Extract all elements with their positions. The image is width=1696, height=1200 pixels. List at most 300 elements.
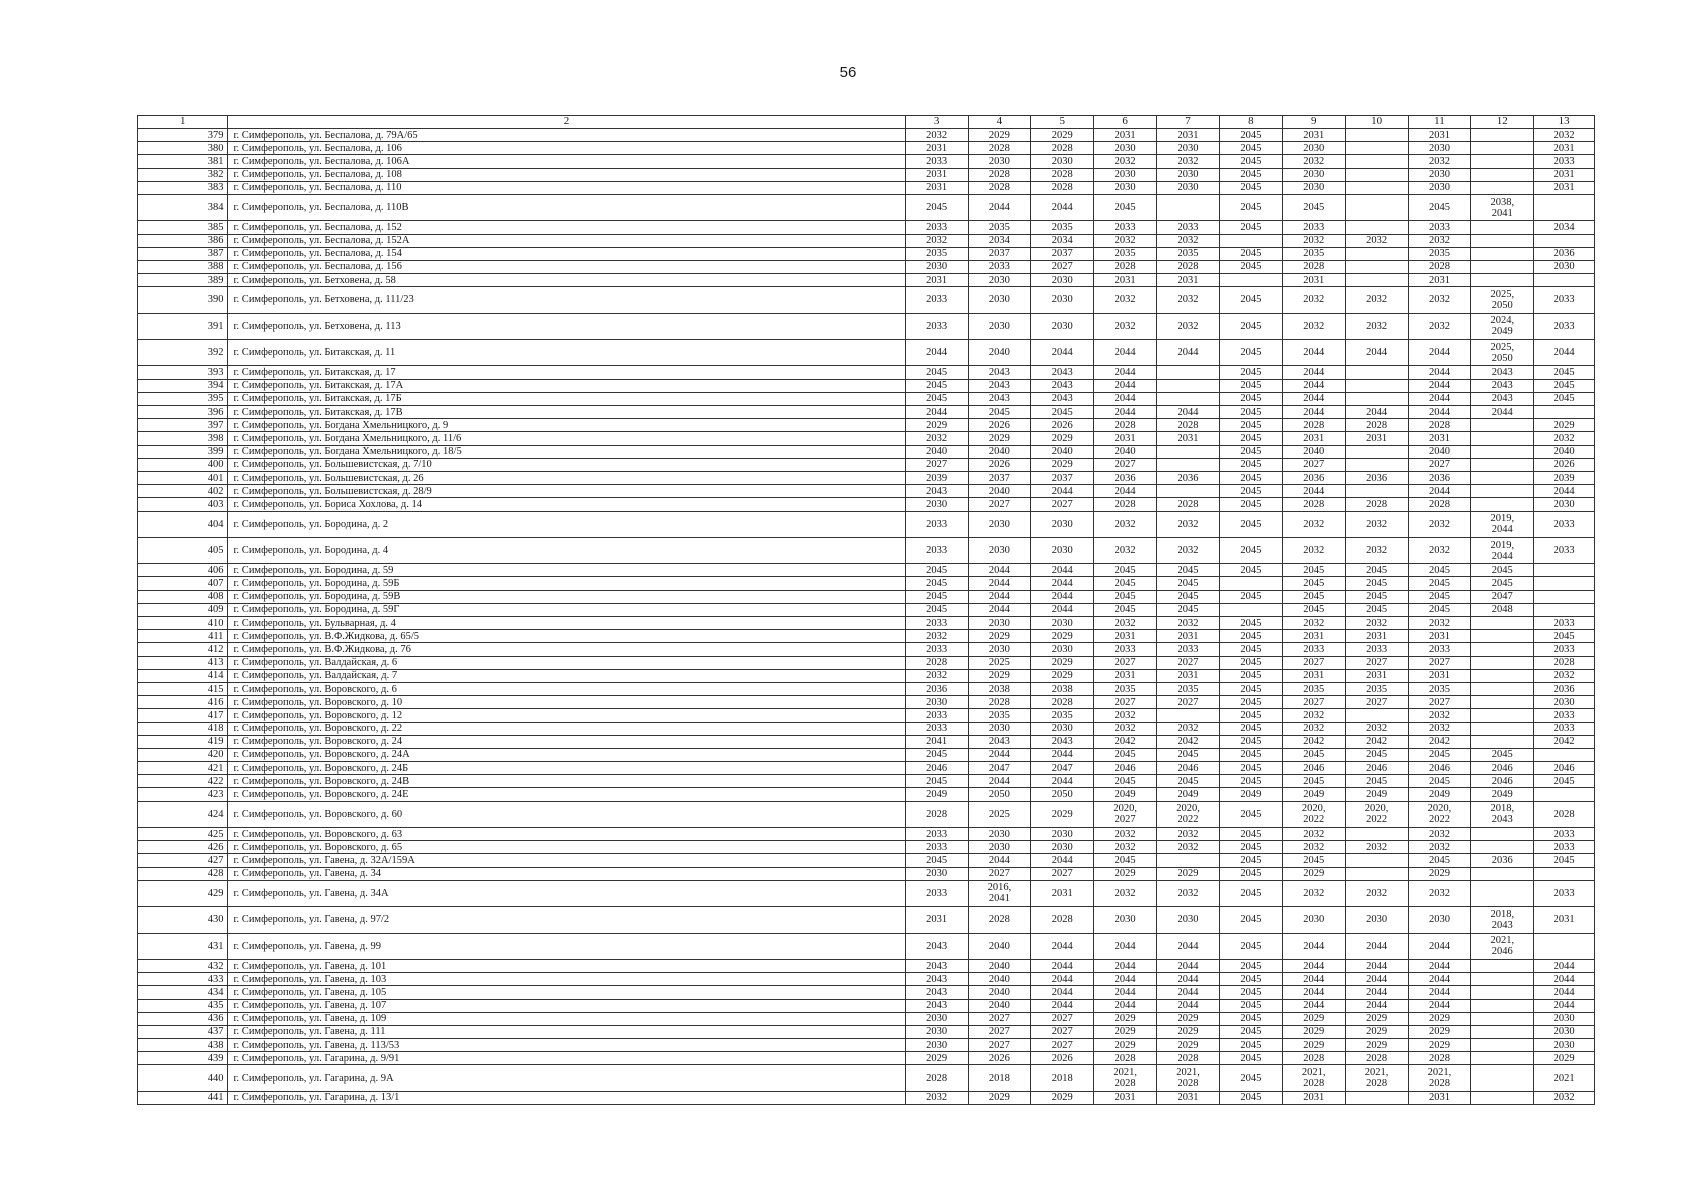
year-cell: 2020, 2022 xyxy=(1282,801,1345,827)
year-cell: 2045 xyxy=(1219,406,1282,419)
year-cell: 2032 xyxy=(1408,828,1471,841)
year-cell: 2030 xyxy=(1031,537,1094,563)
year-cell: 2045 xyxy=(905,854,968,867)
year-cell: 2035 xyxy=(1031,221,1094,234)
year-cell: 2031 xyxy=(1408,129,1471,142)
year-cell: 2035 xyxy=(1094,682,1157,695)
table-row xyxy=(138,709,1595,722)
row-number: 408 xyxy=(138,590,228,603)
year-cell: 2032 xyxy=(1345,313,1408,339)
year-cell: 2045 xyxy=(905,775,968,788)
table-row xyxy=(138,696,1595,709)
year-cell: 2050 xyxy=(968,788,1031,801)
table-row xyxy=(138,129,1595,142)
year-cell: 2045 xyxy=(1219,999,1282,1012)
address-cell: г. Симферополь, ул. Воровского, д. 24А xyxy=(228,748,905,761)
year-cell: 2026 xyxy=(968,458,1031,471)
year-cell: 2030 xyxy=(1534,1039,1595,1052)
year-cell xyxy=(1157,709,1220,722)
year-cell: 2018, 2043 xyxy=(1471,907,1534,933)
row-number: 385 xyxy=(138,221,228,234)
year-cell: 2045 xyxy=(1219,959,1282,972)
year-cell: 2032 xyxy=(1094,287,1157,313)
year-cell xyxy=(1345,129,1408,142)
year-cell: 2044 xyxy=(1345,340,1408,366)
address-cell: г. Симферополь, ул. Бородина, д. 59Б xyxy=(228,577,905,590)
table-row xyxy=(138,933,1595,959)
year-cell: 2044 xyxy=(968,854,1031,867)
row-number: 422 xyxy=(138,775,228,788)
year-cell: 2043 xyxy=(968,735,1031,748)
year-cell: 2027 xyxy=(1282,696,1345,709)
year-cell: 2044 xyxy=(1408,340,1471,366)
year-cell: 2030 xyxy=(1157,181,1220,194)
year-cell: 2045 xyxy=(905,564,968,577)
address-cell: г. Симферополь, ул. Беспалова, д. 152А xyxy=(228,234,905,247)
year-cell: 2044 xyxy=(1408,973,1471,986)
year-cell: 2032 xyxy=(905,630,968,643)
year-cell: 2044 xyxy=(1094,986,1157,999)
row-number: 414 xyxy=(138,669,228,682)
address-cell: г. Симферополь, ул. Бородина, д. 59Г xyxy=(228,603,905,616)
year-cell xyxy=(1157,379,1220,392)
year-cell: 2029 xyxy=(1534,419,1595,432)
year-cell: 2035 xyxy=(1408,247,1471,260)
address-cell: г. Симферополь, ул. Гавена, д. 109 xyxy=(228,1012,905,1025)
year-cell: 2028 xyxy=(1031,696,1094,709)
year-cell: 2046 xyxy=(1094,762,1157,775)
table-row xyxy=(138,458,1595,471)
table-row xyxy=(138,656,1595,669)
year-cell: 2031 xyxy=(1094,1091,1157,1104)
year-cell: 2037 xyxy=(968,247,1031,260)
year-cell: 2030 xyxy=(1282,168,1345,181)
year-cell: 2037 xyxy=(1031,471,1094,484)
year-cell: 2033 xyxy=(1534,880,1595,906)
year-cell: 2028 xyxy=(1282,498,1345,511)
address-cell: г. Симферополь, ул. Бородина, д. 59 xyxy=(228,564,905,577)
year-cell: 2028 xyxy=(1282,260,1345,273)
year-cell: 2028 xyxy=(1282,1052,1345,1065)
table-row xyxy=(138,1052,1595,1065)
year-cell: 2030 xyxy=(1031,511,1094,537)
year-cell: 2044 xyxy=(1031,775,1094,788)
year-cell: 2044 xyxy=(1094,340,1157,366)
year-cell: 2031 xyxy=(1345,669,1408,682)
row-number: 406 xyxy=(138,564,228,577)
year-cell: 2045 xyxy=(1219,155,1282,168)
year-cell: 2028 xyxy=(968,181,1031,194)
year-cell: 2029 xyxy=(968,129,1031,142)
row-number: 399 xyxy=(138,445,228,458)
table-row xyxy=(138,221,1595,234)
year-cell: 2030 xyxy=(1094,168,1157,181)
year-cell: 2045 xyxy=(1219,221,1282,234)
year-cell: 2045 xyxy=(905,590,968,603)
year-cell xyxy=(1345,458,1408,471)
year-cell: 2045 xyxy=(1219,854,1282,867)
year-cell: 2030 xyxy=(1157,168,1220,181)
year-cell: 2030 xyxy=(905,867,968,880)
year-cell: 2043 xyxy=(1031,366,1094,379)
year-cell: 2030 xyxy=(905,498,968,511)
address-cell: г. Симферополь, ул. Бульварная, д. 4 xyxy=(228,617,905,630)
year-cell: 2032 xyxy=(1094,841,1157,854)
row-number: 403 xyxy=(138,498,228,511)
year-cell: 2030 xyxy=(1408,168,1471,181)
year-cell: 2031 xyxy=(1157,630,1220,643)
year-cell: 2046 xyxy=(1534,762,1595,775)
year-cell: 2034 xyxy=(968,234,1031,247)
year-cell: 2033 xyxy=(905,155,968,168)
year-cell: 2032 xyxy=(1282,617,1345,630)
year-cell: 2032 xyxy=(1408,287,1471,313)
year-cell: 2045 xyxy=(1219,775,1282,788)
year-cell: 2028 xyxy=(1282,419,1345,432)
address-cell: г. Симферополь, ул. В.Ф.Жидкова, д. 65/5 xyxy=(228,630,905,643)
year-cell xyxy=(1471,221,1534,234)
table-row xyxy=(138,762,1595,775)
year-cell: 2045 xyxy=(1219,1065,1282,1091)
year-cell: 2045 xyxy=(1094,775,1157,788)
year-cell: 2044 xyxy=(968,577,1031,590)
year-cell: 2027 xyxy=(1345,656,1408,669)
row-number: 395 xyxy=(138,392,228,405)
year-cell: 2043 xyxy=(905,973,968,986)
address-cell: г. Симферополь, ул. Гавена, д. 97/2 xyxy=(228,907,905,933)
year-cell: 2032 xyxy=(1282,709,1345,722)
year-cell: 2033 xyxy=(905,221,968,234)
year-cell: 2031 xyxy=(905,907,968,933)
year-cell: 2045 xyxy=(1219,194,1282,220)
year-cell: 2045 xyxy=(905,392,968,405)
year-cell: 2032 xyxy=(1094,722,1157,735)
year-cell: 2036 xyxy=(1534,247,1595,260)
year-cell: 2044 xyxy=(1282,406,1345,419)
year-cell: 2035 xyxy=(1157,247,1220,260)
header-cell: 9 xyxy=(1282,116,1345,129)
year-cell: 2032 xyxy=(1408,537,1471,563)
year-cell: 2030 xyxy=(1031,155,1094,168)
year-cell: 2046 xyxy=(1345,762,1408,775)
year-cell: 2045 xyxy=(1219,656,1282,669)
year-cell: 2034 xyxy=(1031,234,1094,247)
year-cell: 2032 xyxy=(1282,313,1345,339)
year-cell: 2044 xyxy=(1031,748,1094,761)
year-cell: 2033 xyxy=(1282,643,1345,656)
address-cell: г. Симферополь, ул. Беспалова, д. 156 xyxy=(228,260,905,273)
year-cell: 2028 xyxy=(905,656,968,669)
year-cell: 2029 xyxy=(1157,1025,1220,1038)
year-cell: 2044 xyxy=(1345,999,1408,1012)
year-cell: 2031 xyxy=(1408,630,1471,643)
year-cell: 2033 xyxy=(1534,155,1595,168)
year-cell: 2048 xyxy=(1471,603,1534,616)
year-cell xyxy=(1471,735,1534,748)
year-cell: 2045 xyxy=(1094,564,1157,577)
year-cell: 2030 xyxy=(1031,841,1094,854)
year-cell: 2025 xyxy=(968,801,1031,827)
year-cell: 2045 xyxy=(1219,590,1282,603)
year-cell: 2045 xyxy=(1408,775,1471,788)
address-cell: г. Симферополь, ул. Гавена, д. 107 xyxy=(228,999,905,1012)
year-cell: 2029 xyxy=(1094,867,1157,880)
year-cell: 2044 xyxy=(1534,999,1595,1012)
table-row xyxy=(138,617,1595,630)
year-cell: 2045 xyxy=(1219,168,1282,181)
row-number: 389 xyxy=(138,274,228,287)
year-cell: 2040 xyxy=(1282,445,1345,458)
year-cell: 2032 xyxy=(905,234,968,247)
year-cell: 2049 xyxy=(1282,788,1345,801)
year-cell: 2033 xyxy=(1534,537,1595,563)
year-cell: 2030 xyxy=(1031,643,1094,656)
year-cell: 2031 xyxy=(1408,669,1471,682)
year-cell: 2045 xyxy=(1219,841,1282,854)
year-cell: 2030 xyxy=(968,841,1031,854)
year-cell: 2045 xyxy=(1471,748,1534,761)
year-cell: 2027 xyxy=(968,498,1031,511)
year-cell xyxy=(1471,656,1534,669)
row-number: 438 xyxy=(138,1039,228,1052)
year-cell xyxy=(1471,973,1534,986)
year-cell: 2028 xyxy=(1345,498,1408,511)
year-cell: 2044 xyxy=(1408,933,1471,959)
table-row xyxy=(138,986,1595,999)
year-cell xyxy=(1534,577,1595,590)
address-cell: г. Симферополь, ул. Богдана Хмельницкого, д. 11/6 xyxy=(228,432,905,445)
year-cell: 2045 xyxy=(1471,577,1534,590)
address-cell: г. Симферополь, ул. Воровского, д. 24Е xyxy=(228,788,905,801)
row-number: 405 xyxy=(138,537,228,563)
year-cell: 2031 xyxy=(1534,168,1595,181)
year-cell: 2045 xyxy=(1219,432,1282,445)
year-cell: 2044 xyxy=(1534,959,1595,972)
row-number: 417 xyxy=(138,709,228,722)
year-cell: 2049 xyxy=(1157,788,1220,801)
table-row xyxy=(138,498,1595,511)
year-cell xyxy=(1534,933,1595,959)
table-row xyxy=(138,155,1595,168)
year-cell: 2030 xyxy=(905,696,968,709)
year-cell: 2028 xyxy=(1094,1052,1157,1065)
year-cell: 2029 xyxy=(1282,1025,1345,1038)
year-cell xyxy=(1471,142,1534,155)
year-cell: 2044 xyxy=(1408,379,1471,392)
year-cell: 2040 xyxy=(1094,445,1157,458)
address-cell: г. Симферополь, ул. Беспалова, д. 106 xyxy=(228,142,905,155)
year-cell: 2030 xyxy=(968,313,1031,339)
table-row xyxy=(138,1039,1595,1052)
year-cell: 2045 xyxy=(1534,775,1595,788)
row-number: 431 xyxy=(138,933,228,959)
table-row xyxy=(138,471,1595,484)
year-cell: 2032 xyxy=(1534,1091,1595,1104)
year-cell: 2033 xyxy=(1157,643,1220,656)
year-cell: 2029 xyxy=(968,432,1031,445)
year-cell: 2036 xyxy=(1471,854,1534,867)
year-cell xyxy=(1345,485,1408,498)
year-cell: 2045 xyxy=(1219,498,1282,511)
address-cell: г. Симферополь, ул. Гавена, д. 105 xyxy=(228,986,905,999)
year-cell xyxy=(1345,221,1408,234)
year-cell: 2042 xyxy=(1408,735,1471,748)
year-cell: 2045 xyxy=(1157,564,1220,577)
year-cell: 2044 xyxy=(1408,959,1471,972)
year-cell: 2019, 2044 xyxy=(1471,537,1534,563)
year-cell: 2030 xyxy=(1157,907,1220,933)
year-cell: 2045 xyxy=(1219,762,1282,775)
year-cell: 2030 xyxy=(1408,907,1471,933)
year-cell: 2031 xyxy=(905,142,968,155)
year-cell: 2044 xyxy=(1282,959,1345,972)
table-row xyxy=(138,880,1595,906)
table-row xyxy=(138,867,1595,880)
year-cell: 2033 xyxy=(905,643,968,656)
year-cell: 2049 xyxy=(1471,788,1534,801)
year-cell: 2028 xyxy=(1157,1052,1220,1065)
year-cell: 2045 xyxy=(1282,775,1345,788)
year-cell: 2028 xyxy=(1094,419,1157,432)
address-cell: г. Симферополь, ул. Бородина, д. 2 xyxy=(228,511,905,537)
year-cell: 2030 xyxy=(1408,181,1471,194)
header-cell: 10 xyxy=(1345,116,1408,129)
year-cell: 2032 xyxy=(1345,537,1408,563)
year-cell: 2029 xyxy=(905,419,968,432)
year-cell: 2045 xyxy=(1219,287,1282,313)
year-cell: 2020, 2022 xyxy=(1408,801,1471,827)
table-row xyxy=(138,287,1595,313)
year-cell: 2032 xyxy=(905,1091,968,1104)
year-cell xyxy=(1471,445,1534,458)
year-cell: 2031 xyxy=(1094,630,1157,643)
year-cell: 2045 xyxy=(1219,260,1282,273)
year-cell: 2045 xyxy=(1282,577,1345,590)
year-cell: 2033 xyxy=(905,709,968,722)
year-cell: 2032 xyxy=(1282,880,1345,906)
year-cell xyxy=(1157,194,1220,220)
year-cell: 2033 xyxy=(1534,643,1595,656)
year-cell: 2033 xyxy=(1534,313,1595,339)
row-number: 426 xyxy=(138,841,228,854)
year-cell: 2044 xyxy=(1031,973,1094,986)
year-cell xyxy=(1345,274,1408,287)
year-cell: 2029 xyxy=(1157,1039,1220,1052)
year-cell xyxy=(1534,234,1595,247)
year-cell: 2044 xyxy=(1031,340,1094,366)
year-cell: 2032 xyxy=(1094,313,1157,339)
year-cell: 2031 xyxy=(1157,1091,1220,1104)
year-cell: 2044 xyxy=(1094,406,1157,419)
year-cell: 2033 xyxy=(905,511,968,537)
year-cell: 2045 xyxy=(1219,129,1282,142)
year-cell: 2032 xyxy=(1345,511,1408,537)
year-cell: 2040 xyxy=(1408,445,1471,458)
table-row xyxy=(138,142,1595,155)
address-cell: г. Симферополь, ул. Гавена, д. 101 xyxy=(228,959,905,972)
year-cell: 2031 xyxy=(1282,630,1345,643)
year-cell: 2040 xyxy=(968,340,1031,366)
year-cell: 2032 xyxy=(1094,234,1157,247)
year-cell: 2044 xyxy=(1408,366,1471,379)
year-cell xyxy=(1534,564,1595,577)
table-row xyxy=(138,748,1595,761)
year-cell: 2044 xyxy=(1031,603,1094,616)
year-cell: 2021, 2028 xyxy=(1345,1065,1408,1091)
year-cell: 2036 xyxy=(1345,471,1408,484)
year-cell: 2028 xyxy=(1157,419,1220,432)
year-cell: 2044 xyxy=(905,340,968,366)
year-cell: 2044 xyxy=(1345,933,1408,959)
year-cell: 2033 xyxy=(1534,709,1595,722)
year-cell: 2049 xyxy=(905,788,968,801)
year-cell: 2040 xyxy=(1534,445,1595,458)
year-cell: 2044 xyxy=(1031,959,1094,972)
year-cell xyxy=(1157,445,1220,458)
year-cell: 2046 xyxy=(1157,762,1220,775)
year-cell: 2045 xyxy=(1219,458,1282,471)
year-cell: 2044 xyxy=(968,748,1031,761)
year-cell: 2045 xyxy=(1219,907,1282,933)
year-cell: 2043 xyxy=(968,392,1031,405)
header-cell: 3 xyxy=(905,116,968,129)
year-cell: 2027 xyxy=(968,1012,1031,1025)
year-cell: 2028 xyxy=(1408,1052,1471,1065)
year-cell xyxy=(1345,181,1408,194)
year-cell xyxy=(1534,406,1595,419)
year-cell: 2032 xyxy=(1282,234,1345,247)
year-cell: 2028 xyxy=(1157,498,1220,511)
year-cell: 2019, 2044 xyxy=(1471,511,1534,537)
year-cell: 2035 xyxy=(1157,682,1220,695)
table-row xyxy=(138,788,1595,801)
year-cell: 2045 xyxy=(1094,590,1157,603)
table-row xyxy=(138,313,1595,339)
year-cell: 2032 xyxy=(1282,287,1345,313)
row-number: 400 xyxy=(138,458,228,471)
year-cell: 2035 xyxy=(1031,709,1094,722)
year-cell: 2045 xyxy=(1094,748,1157,761)
year-cell: 2035 xyxy=(1282,682,1345,695)
year-cell: 2044 xyxy=(1534,986,1595,999)
year-cell xyxy=(1157,458,1220,471)
year-cell: 2030 xyxy=(905,260,968,273)
row-number: 429 xyxy=(138,880,228,906)
year-cell: 2039 xyxy=(1534,471,1595,484)
year-cell xyxy=(1534,867,1595,880)
year-cell: 2044 xyxy=(1282,973,1345,986)
year-cell: 2044 xyxy=(1345,986,1408,999)
year-cell: 2032 xyxy=(1345,880,1408,906)
year-cell xyxy=(1471,1012,1534,1025)
year-cell xyxy=(1471,999,1534,1012)
year-cell xyxy=(1471,617,1534,630)
year-cell xyxy=(1157,485,1220,498)
year-cell: 2032 xyxy=(1157,511,1220,537)
year-cell: 2031 xyxy=(1534,142,1595,155)
year-cell: 2044 xyxy=(1094,379,1157,392)
year-cell: 2032 xyxy=(1157,537,1220,563)
row-number: 379 xyxy=(138,129,228,142)
year-cell: 2027 xyxy=(1031,498,1094,511)
year-cell: 2033 xyxy=(1408,221,1471,234)
year-cell: 2040 xyxy=(968,973,1031,986)
year-cell: 2018, 2043 xyxy=(1471,801,1534,827)
year-cell xyxy=(1471,841,1534,854)
year-cell: 2032 xyxy=(1157,722,1220,735)
year-cell: 2045 xyxy=(1219,564,1282,577)
header-cell: 5 xyxy=(1031,116,1094,129)
